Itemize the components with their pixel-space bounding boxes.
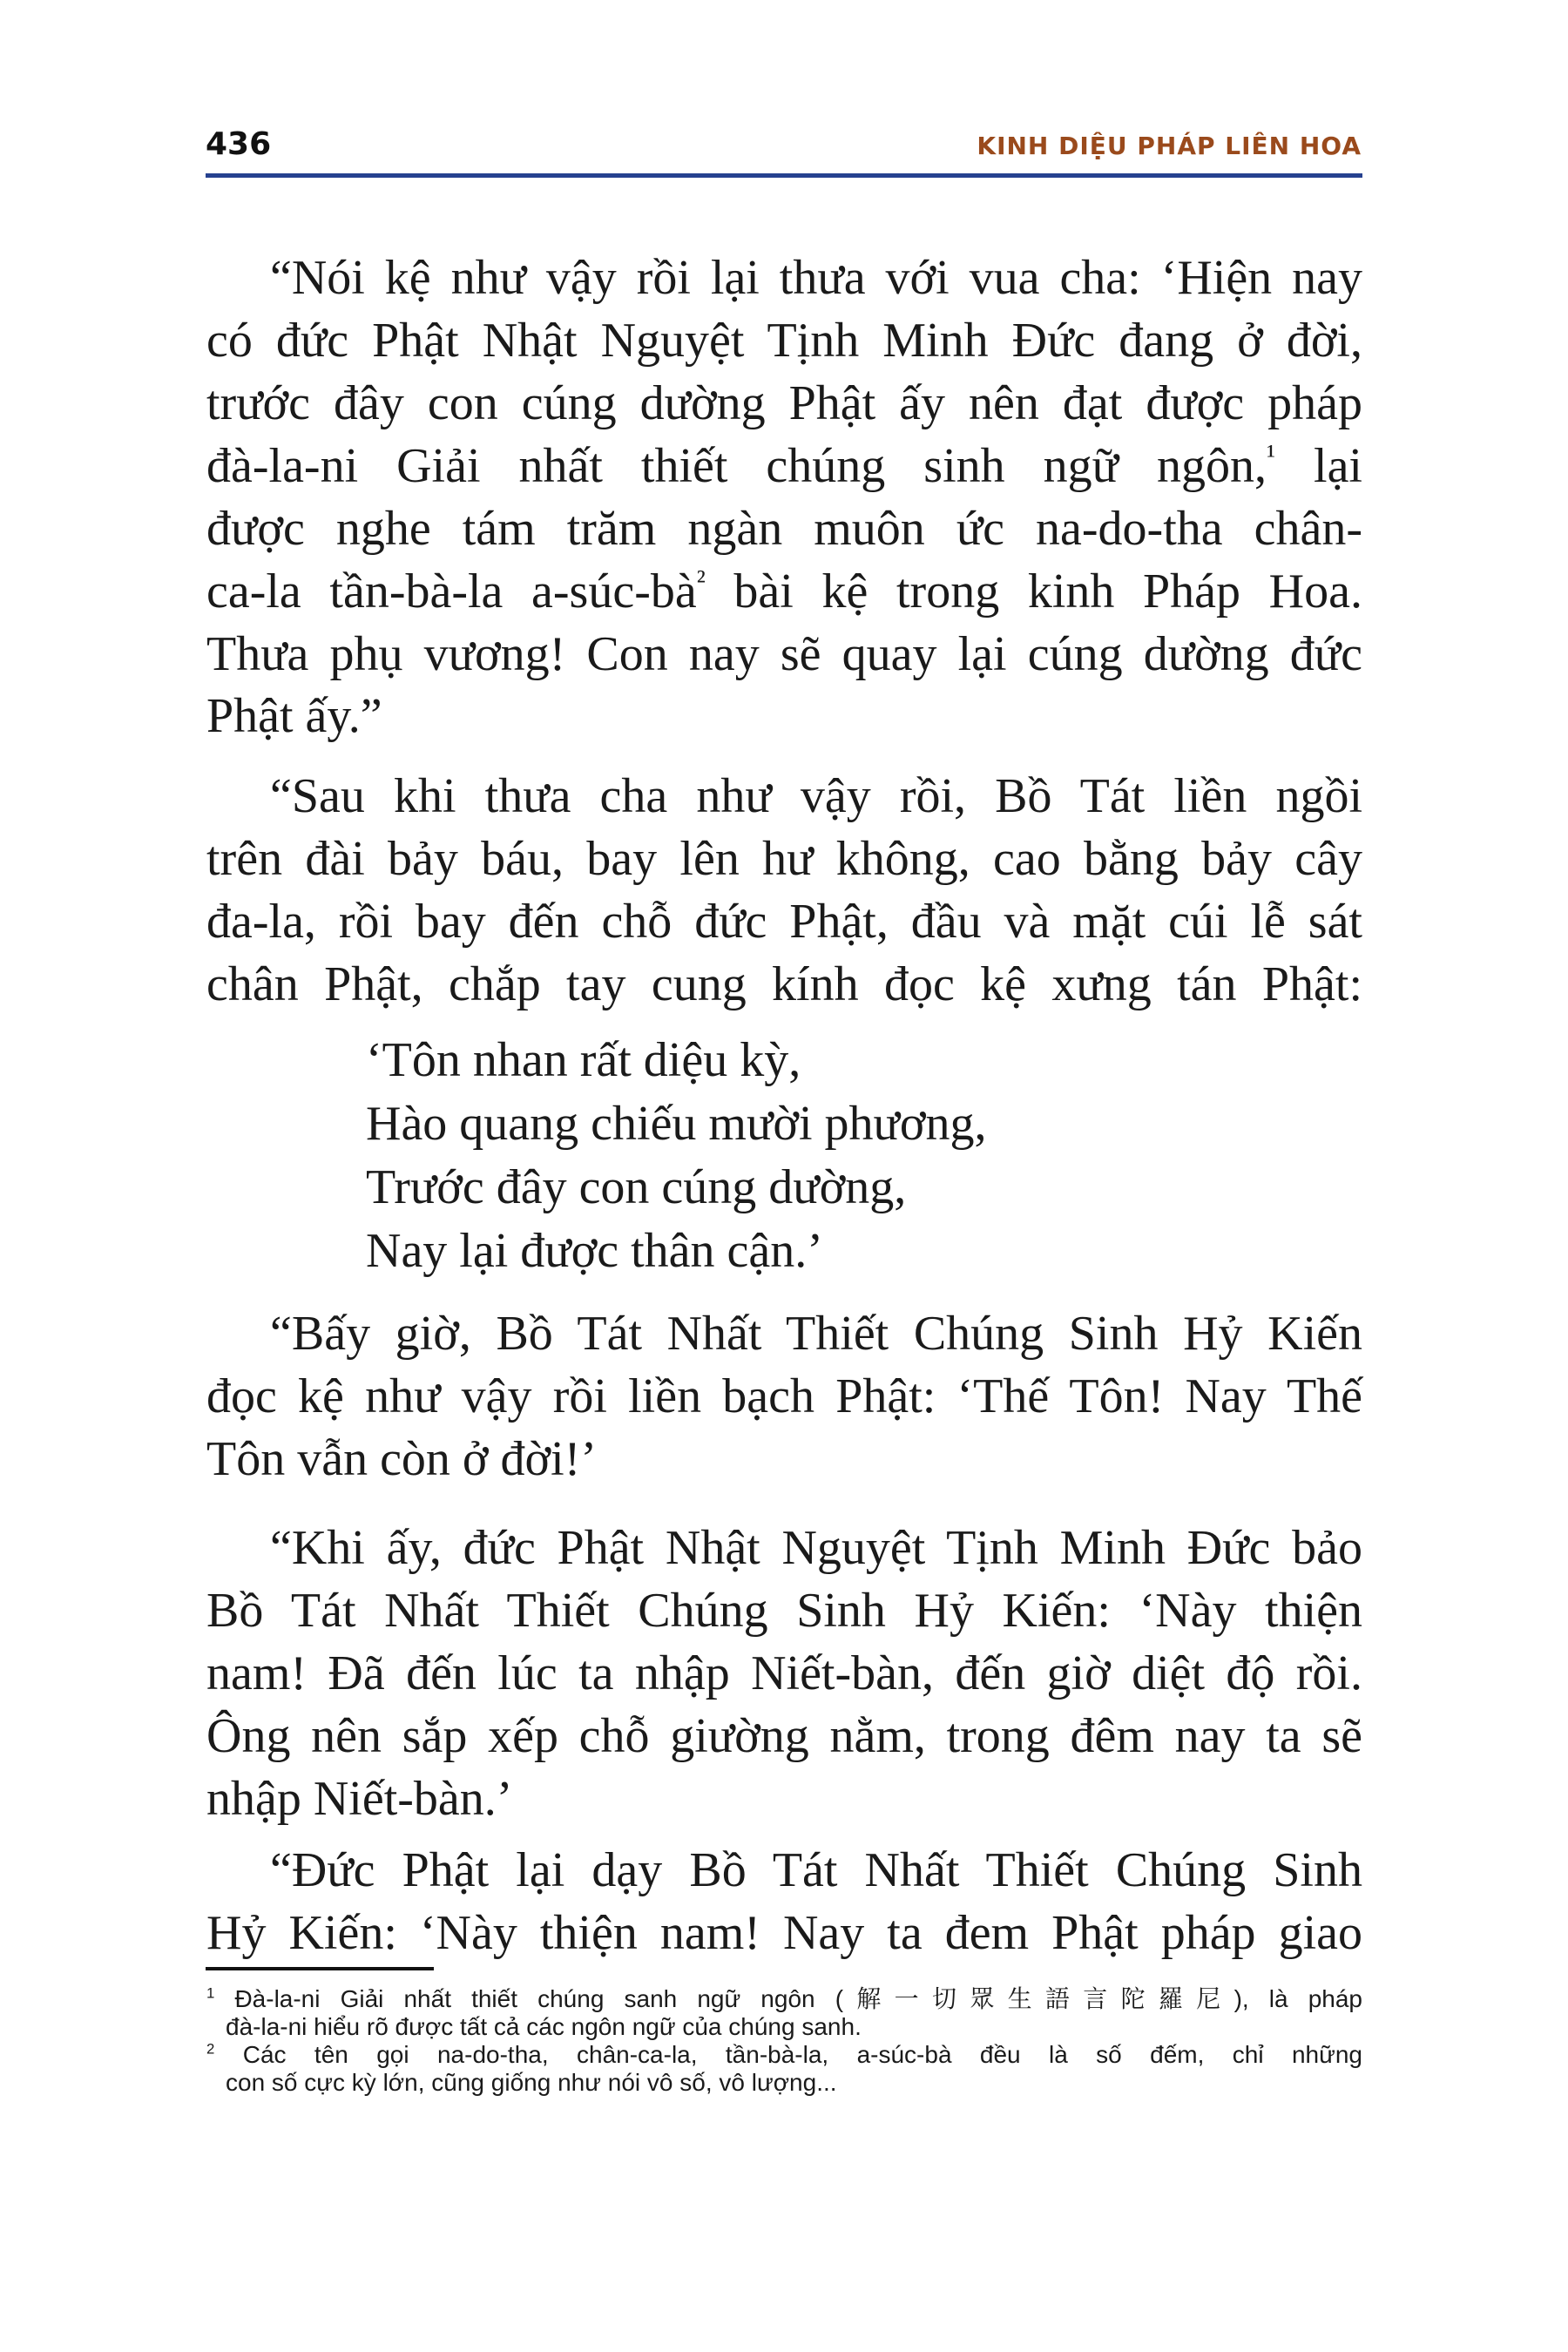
- text-line: “Đức Phật lại dạy Bồ Tát Nhất Thiết Chúng Sinh: [270, 1843, 1362, 1897]
- text-line: Phật ấy.”: [206, 689, 382, 743]
- footnote-line: đà-la-ni hiểu rõ được tất cả các ngôn ngữ của chúng sanh.: [226, 2013, 862, 2040]
- footnote-text: Các tên gọi na-do-tha, chân-ca-la, tần-bà-la, a-súc-bà đều là số đếm, chỉ những: [214, 2041, 1362, 2068]
- text-line: Hỷ Kiến: ‘Này thiện nam! Nay ta đem Phật pháp giao: [206, 1906, 1362, 1960]
- text-span: bài kệ trong kinh Pháp Hoa.: [705, 564, 1362, 618]
- text-line: nhập Niết-bàn.’: [206, 1772, 513, 1826]
- text-span: lại: [1275, 439, 1362, 493]
- text-line: “Khi ấy, đức Phật Nhật Nguyệt Tịnh Minh Đức bảo: [270, 1521, 1362, 1575]
- verse-line: Hào quang chiếu mười phương,: [366, 1097, 987, 1151]
- text-line: “Nói kệ như vậy rồi lại thưa với vua cha: ‘Hiện nay: [270, 251, 1362, 305]
- text-span: ca-la tần-bà-la a-súc-bà: [206, 564, 697, 618]
- footnote-marker: 1: [206, 1984, 215, 2002]
- text-span: đà-la-ni Giải nhất thiết chúng sinh ngữ ngôn,: [206, 439, 1267, 493]
- text-line: Ông nên sắp xếp chỗ giường nằm, trong đêm nay ta sẽ: [206, 1709, 1362, 1763]
- text-line: có đức Phật Nhật Nguyệt Tịnh Minh Đức đang ở đời,: [206, 314, 1362, 368]
- text-line: nam! Đã đến lúc ta nhập Niết-bàn, đến giờ diệt độ rồi.: [206, 1646, 1362, 1700]
- verse-line: Trước đây con cúng dường,: [366, 1160, 907, 1214]
- text-line: “Bấy giờ, Bồ Tát Nhất Thiết Chúng Sinh Hỷ Kiến: [270, 1307, 1362, 1361]
- text-line: trên đài bảy báu, bay lên hư không, cao bằng bảy cây: [206, 832, 1362, 886]
- footnote-text: Đà-la-ni Giải nhất thiết chúng sanh ngữ ngôn (解一切眾生語言陀羅尼), là pháp: [214, 1985, 1362, 2012]
- header-rule: [206, 173, 1362, 178]
- text-line: “Sau khi thưa cha như vậy rồi, Bồ Tát liền ngồi: [270, 769, 1362, 823]
- text-line: được nghe tám trăm ngàn muôn ức na-do-tha chân-: [206, 502, 1362, 556]
- text-line: đa-la, rồi bay đến chỗ đức Phật, đầu và mặt cúi lễ sát: [206, 895, 1362, 949]
- footnote-ref-2[interactable]: ²: [696, 564, 706, 598]
- text-line: Thưa phụ vương! Con nay sẽ quay lại cúng dường đức: [206, 627, 1362, 681]
- text-line: đọc kệ như vậy rồi liền bạch Phật: ‘Thế Tôn! Nay Thế: [206, 1369, 1362, 1423]
- page-number: 436: [206, 126, 272, 162]
- footnote-line: [206, 2040, 1362, 2070]
- text-line: trước đây con cúng dường Phật ấy nên đạt được pháp: [206, 376, 1362, 430]
- footnote-marker: 2: [206, 2040, 215, 2058]
- text-line: [206, 559, 1362, 624]
- text-line: chân Phật, chắp tay cung kính đọc kệ xưng tán Phật:: [206, 957, 1362, 1011]
- text-line: [206, 434, 1362, 498]
- verse-line: ‘Tôn nhan rất diệu kỳ,: [366, 1033, 801, 1087]
- text-line: Tôn vẫn còn ở đời!’: [206, 1432, 597, 1486]
- footnote-ref-1[interactable]: ¹: [1266, 439, 1276, 472]
- text-line: Bồ Tát Nhất Thiết Chúng Sinh Hỷ Kiến: ‘Này thiện: [206, 1584, 1362, 1638]
- footnote-line: [206, 1984, 1362, 2014]
- verse-line: Nay lại được thân cận.’: [366, 1224, 823, 1278]
- footnote-line: con số cực kỳ lớn, cũng giống như nói vô số, vô lượng...: [226, 2069, 837, 2096]
- running-title: KINH DIỆU PHÁP LIÊN HOA: [977, 132, 1362, 160]
- footnote-rule: [206, 1967, 434, 1970]
